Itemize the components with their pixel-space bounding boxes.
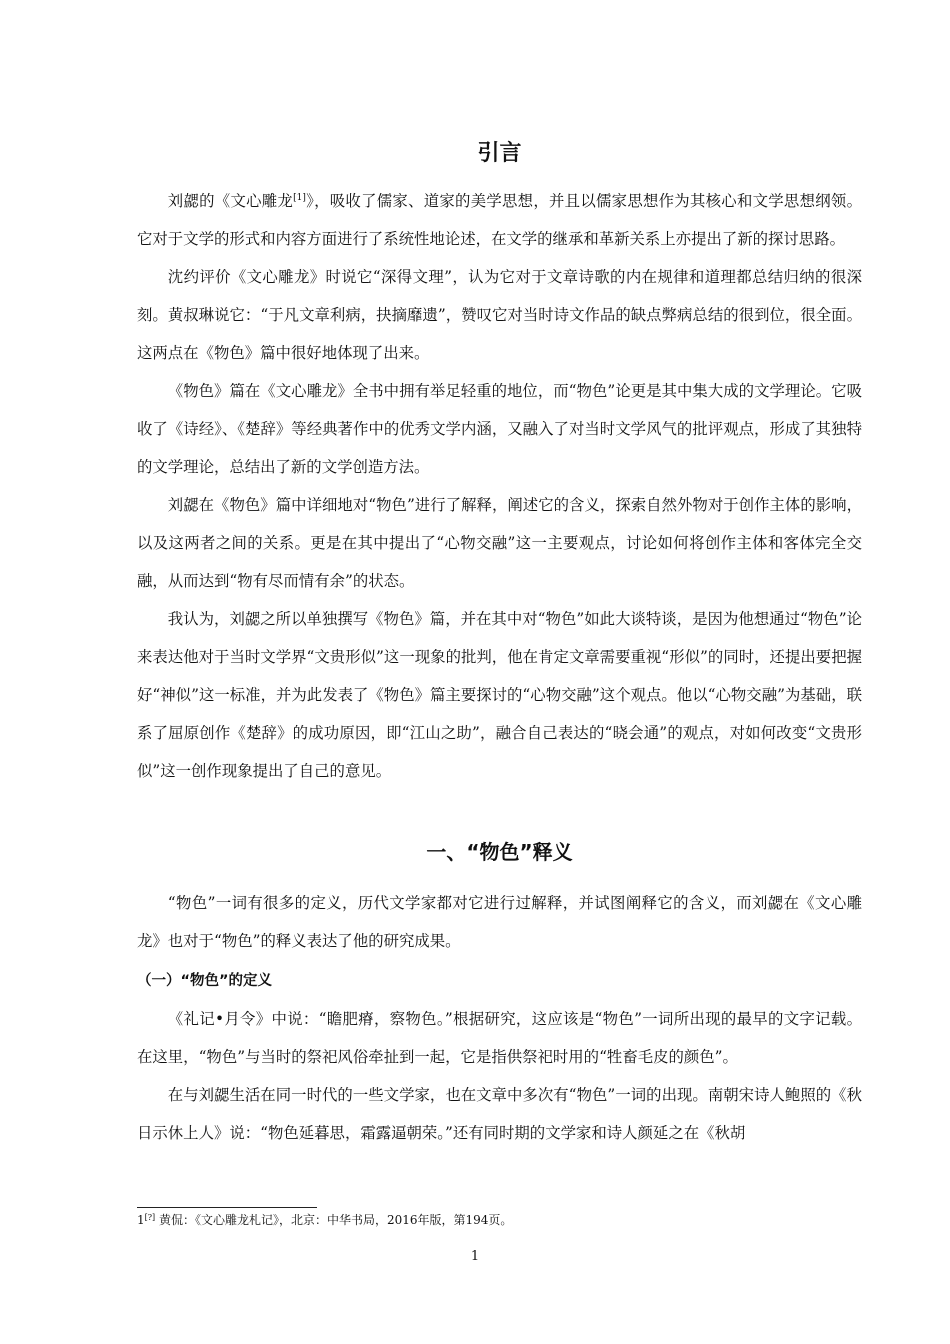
section-1-paragraph: “物色”一词有很多的定义，历代文学家都对它进行过解释，并试图阐释它的含义，而刘勰在《文心雕龙》也对于“物色”的释义表达了他的研究成果。: [137, 894, 862, 950]
intro-paragraph-2: 沈约评价《文心雕龙》时说它“深得文理”，认为它对于文章诗歌的内在规律和道理都总结归纳的很深刻。黄叔琳说它：“于凡文章利病，抉摘靡遗”，赞叹它对当时诗文作品的缺点弊病总结的很到位，很全面。这两点在《物色》篇中很好地体现了出来。: [137, 268, 862, 362]
intro-paragraph-4: 刘勰在《物色》篇中详细地对“物色”进行了解释，阐述它的含义，探索自然外物对于创作主体的影响，以及这两者之间的关系。更是在其中提出了“心物交融”这一主要观点，讨论如何将创作主体和客体完全交融，从而达到“物有尽而情有余”的状态。: [137, 496, 862, 590]
footnote-separator: [137, 1207, 317, 1208]
section-1-title: 一、“物色”释义: [426, 840, 573, 864]
intro-paragraph-5: 我认为，刘勰之所以单独撰写《物色》篇，并在其中对“物色”如此大谈特谈，是因为他想通过“物色”论来表达他对于当时文学界“文贵形似”这一现象的批判，他在肯定文章需要重视“形似”的同时，还提出要把握好“神似”这一标准，并为此发表了《物色》篇主要探讨的“心物交融”这个观点。他以“心物交融”为基础，联系了屈原创作《楚辞》的成功原因，即“江山之助”，融合自己表达的“晓会通”的观点，对如何改变“文贵形似”这一创作现象提出了自己的意见。: [137, 610, 862, 780]
footnote-text: 黄侃：《文心雕龙札记》，北京：中华书局，2016年版，第194页。: [155, 1213, 513, 1227]
subsection-1-paragraph-1: 《礼记•月令》中说：“瞻肥瘠，察物色。”根据研究，这应该是“物色”一词所出现的最早的文字记载。在这里，“物色”与当时的祭祀风俗牵扯到一起，它是指供祭祀时用的“牲畜毛皮的颜色”。: [137, 1010, 862, 1066]
footnote-1: [137, 1211, 862, 1229]
footnote-mark: 1: [137, 1213, 145, 1227]
intro-p1-text-b: 》，吸收了儒家、道家的美学思想，并且以儒家思想作为其核心和文学思想纲领。它对于文学的形式和内容方面进行了系统性地论述，在文学的继承和革新关系上亦提出了新的探讨思路。: [137, 192, 862, 248]
page-number: 1: [470, 1249, 480, 1264]
intro-paragraph-1: [137, 182, 862, 258]
subsection-1-body: [137, 1000, 862, 1152]
footnote-ref-1[interactable]: [1]: [293, 193, 306, 203]
section-1-body: [137, 884, 862, 960]
subsection-1-paragraph-2: 在与刘勰生活在同一时代的一些文学家，也在文章中多次有“物色”一词的出现。南朝宋诗人鲍照的《秋日示休上人》说：“物色延暮思，霜露逼朝荣。”还有同时期的文学家和诗人颜延之在《秋胡: [137, 1086, 862, 1142]
intro-title: 引言: [477, 141, 522, 166]
subsection-1-title: （一）“物色”的定义: [137, 973, 273, 989]
intro-paragraph-3: 《物色》篇在《文心雕龙》全书中拥有举足轻重的地位，而“物色”论更是其中集大成的文学理论。它吸收了《诗经》、《楚辞》等经典著作中的优秀文学内涵，又融入了对当时文学风气的批评观点，形成了其独特的文学理论，总结出了新的文学创造方法。: [137, 382, 862, 476]
page-content: [137, 136, 862, 1152]
footnote-sup: [?]: [144, 1213, 156, 1222]
intro-body: [137, 182, 862, 790]
intro-p1-text-a: 刘勰的《文心雕龙: [167, 192, 294, 210]
